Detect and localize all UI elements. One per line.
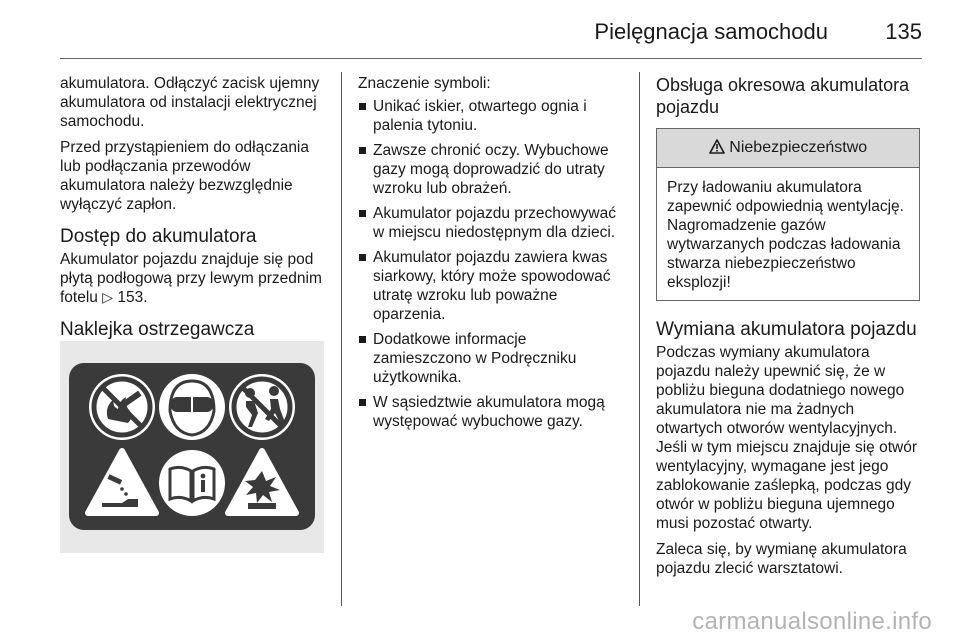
list-item: Akumulator pojazdu zawiera kwas siarkowy, który może spowodować utratę wzroku lub poważne oparzenia. [358, 248, 628, 324]
danger-box-body: Przy ładowaniu akumulatora zapewnić odpowiednią wentylację. Nagromadzenie gazów wytwarzanych podczas ładowania stwarza niebezpieczeństwo eksplozji! [667, 179, 904, 291]
list-item: Akumulator pojazdu przechowywać w miejscu niedostępnym dla dzieci. [358, 204, 628, 242]
paragraph-battery-location [60, 250, 330, 307]
list-item: Zawsze chronić oczy. Wybuchowe gazy mogą doprowadzić do utraty wzroku lub obrażeń. [358, 141, 628, 198]
page-reference-arrow-icon: ▷ [102, 289, 114, 305]
warning-triangle-icon [709, 139, 725, 154]
column-2 [358, 74, 628, 437]
list-item: Unikać iskier, otwartego ognia i palenia tytoniu. [358, 97, 628, 135]
warning-label-image [60, 341, 324, 553]
paragraph-ignition: Przed przystąpieniem do odłączania lub podłączania przewodów akumulatora należy bezwzględnie wyłączyć zapłon. [60, 139, 309, 213]
eye-protection-icon [159, 374, 225, 440]
symbol-meaning-list [358, 97, 628, 431]
symbols-intro: Znaczenie symboli: [358, 75, 491, 92]
paragraph-workshop: Zaleca się, by wymianę akumulatora pojazdu zlecić warsztatowi. [656, 541, 907, 577]
column-divider-1 [341, 72, 342, 606]
column-divider-2 [639, 72, 640, 606]
heading-battery-replacement: Wymiana akumulatora pojazdu [656, 319, 917, 340]
paragraph-replacement-vents: Podczas wymiany akumulatora pojazdu należy upewnić się, że w pobliżu bieguna dodatniego nowego akumulatora nie ma żadnych otwartych otworów wentylacyjnych. Jeśli w tym miejscu znajduje się otwór wentylacyjny, wymagane jest jego zablokowanie zaślepką, podczas gdy otwór w pobliżu bieguna ujemnego musi pozostać otwarty. [656, 344, 918, 532]
heading-warning-label: Naklejka ostrzegawcza [60, 319, 255, 340]
heading-battery-access: Dostęp do akumulatora [60, 226, 257, 247]
no-fire-smoking-icon [89, 374, 155, 440]
danger-box-header [657, 129, 919, 168]
danger-box [656, 128, 920, 301]
watermark: carmanualsonline.info [692, 608, 932, 635]
list-item: Dodatkowe informacje zamieszczono w Podręczniku użytkownika. [358, 330, 628, 387]
header-rule [60, 58, 922, 59]
keep-children-away-icon [229, 374, 295, 440]
page-reference-link[interactable]: 153. [117, 289, 148, 306]
column-3 [656, 74, 924, 585]
heading-periodic-maintenance: Obsługa okresowa akumulatora pojazdu [656, 75, 910, 117]
list-item: W sąsiedztwie akumulatora mogą występować wybuchowe gazy. [358, 393, 628, 431]
danger-box-title: Niebezpieczeństwo [729, 139, 868, 156]
header-title: Pielęgnacja samochodu [594, 19, 828, 44]
battery-location-text: Akumulator pojazdu znajduje się pod płytą podłogową przy lewym przednim fotelu [60, 251, 322, 306]
read-manual-icon [159, 450, 225, 516]
paragraph-disconnect: akumulatora. Odłączyć zacisk ujemny akumulatora od instalacji elektrycznej samochodu. [60, 75, 320, 130]
column-1 [60, 74, 330, 343]
page-number: 135 [885, 19, 922, 44]
